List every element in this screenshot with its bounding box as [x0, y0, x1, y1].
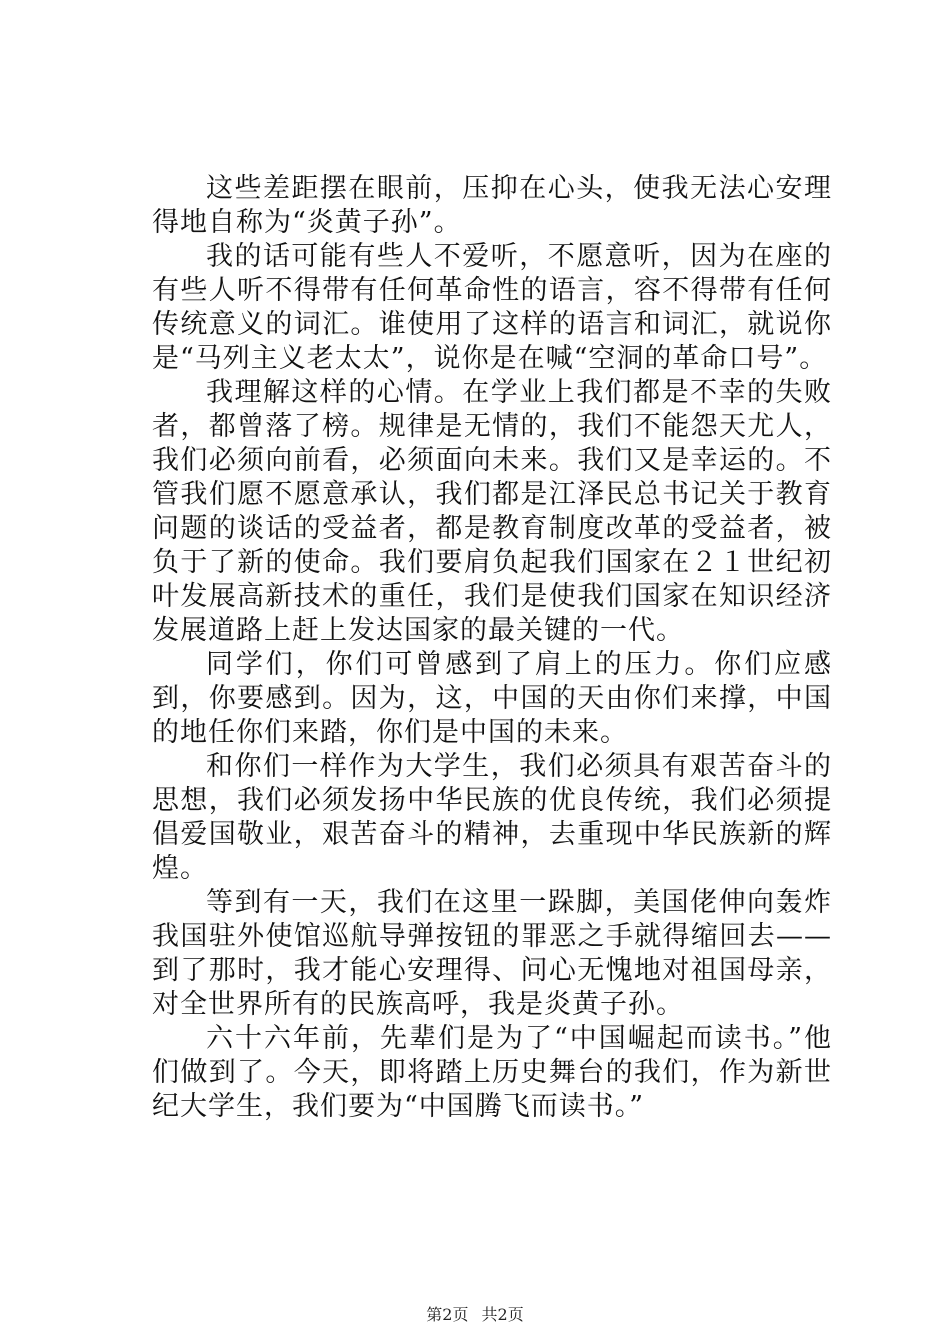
paragraph: 和你们一样作为大学生，我们必须具有艰苦奋斗的思想，我们必须发扬中华民族的优良传统，我们必须提倡爱国敬业，艰苦奋斗的精神，去重现中华民族新的辉煌。 — [152, 751, 832, 884]
page-footer — [0, 1302, 950, 1325]
page-total: 共2页 — [481, 1305, 524, 1324]
page-number: 第2页 — [426, 1305, 469, 1324]
paragraph: 等到有一天，我们在这里一跺脚，美国佬伸向轰炸我国驻外使馆巡航导弹按钮的罪恶之手就得缩回去——到了那时，我才能心安理得、问心无愧地对祖国母亲，对全世界所有的民族高呼，我是炎黄子孙。 — [152, 887, 832, 1020]
document-body — [152, 172, 832, 1124]
paragraph: 我理解这样的心情。在学业上我们都是不幸的失败者，都曾落了榜。规律是无情的，我们不能怨天尤人，我们必须向前看，必须面向未来。我们又是幸运的。不管我们愿不愿意承认，我们都是江泽民总书记关于教育问题的谈话的受益者，都是教育制度改革的受益者，被负于了新的使命。我们要肩负起我们国家在２１世纪初叶发展高新技术的重任，我们是使我们国家在知识经济发展道路上赶上发达国家的最关键的一代。 — [152, 377, 832, 646]
paragraph: 我的话可能有些人不爱听，不愿意听，因为在座的有些人听不得带有任何革命性的语言，容不得带有任何传统意义的词汇。谁使用了这样的语言和词汇，就说你是“马列主义老太太”，说你是在喊“空洞的革命口号”。 — [152, 241, 832, 374]
paragraph: 六十六年前，先辈们是为了“中国崛起而读书。”他们做到了。今天，即将踏上历史舞台的我们，作为新世纪大学生，我们要为“中国腾飞而读书。” — [152, 1023, 832, 1122]
paragraph: 这些差距摆在眼前，压抑在心头，使我无法心安理得地自称为“炎黄子孙”。 — [152, 173, 832, 238]
paragraph: 同学们，你们可曾感到了肩上的压力。你们应感到，你要感到。因为，这，中国的天由你们来撑，中国的地任你们来踏，你们是中国的未来。 — [152, 649, 832, 748]
